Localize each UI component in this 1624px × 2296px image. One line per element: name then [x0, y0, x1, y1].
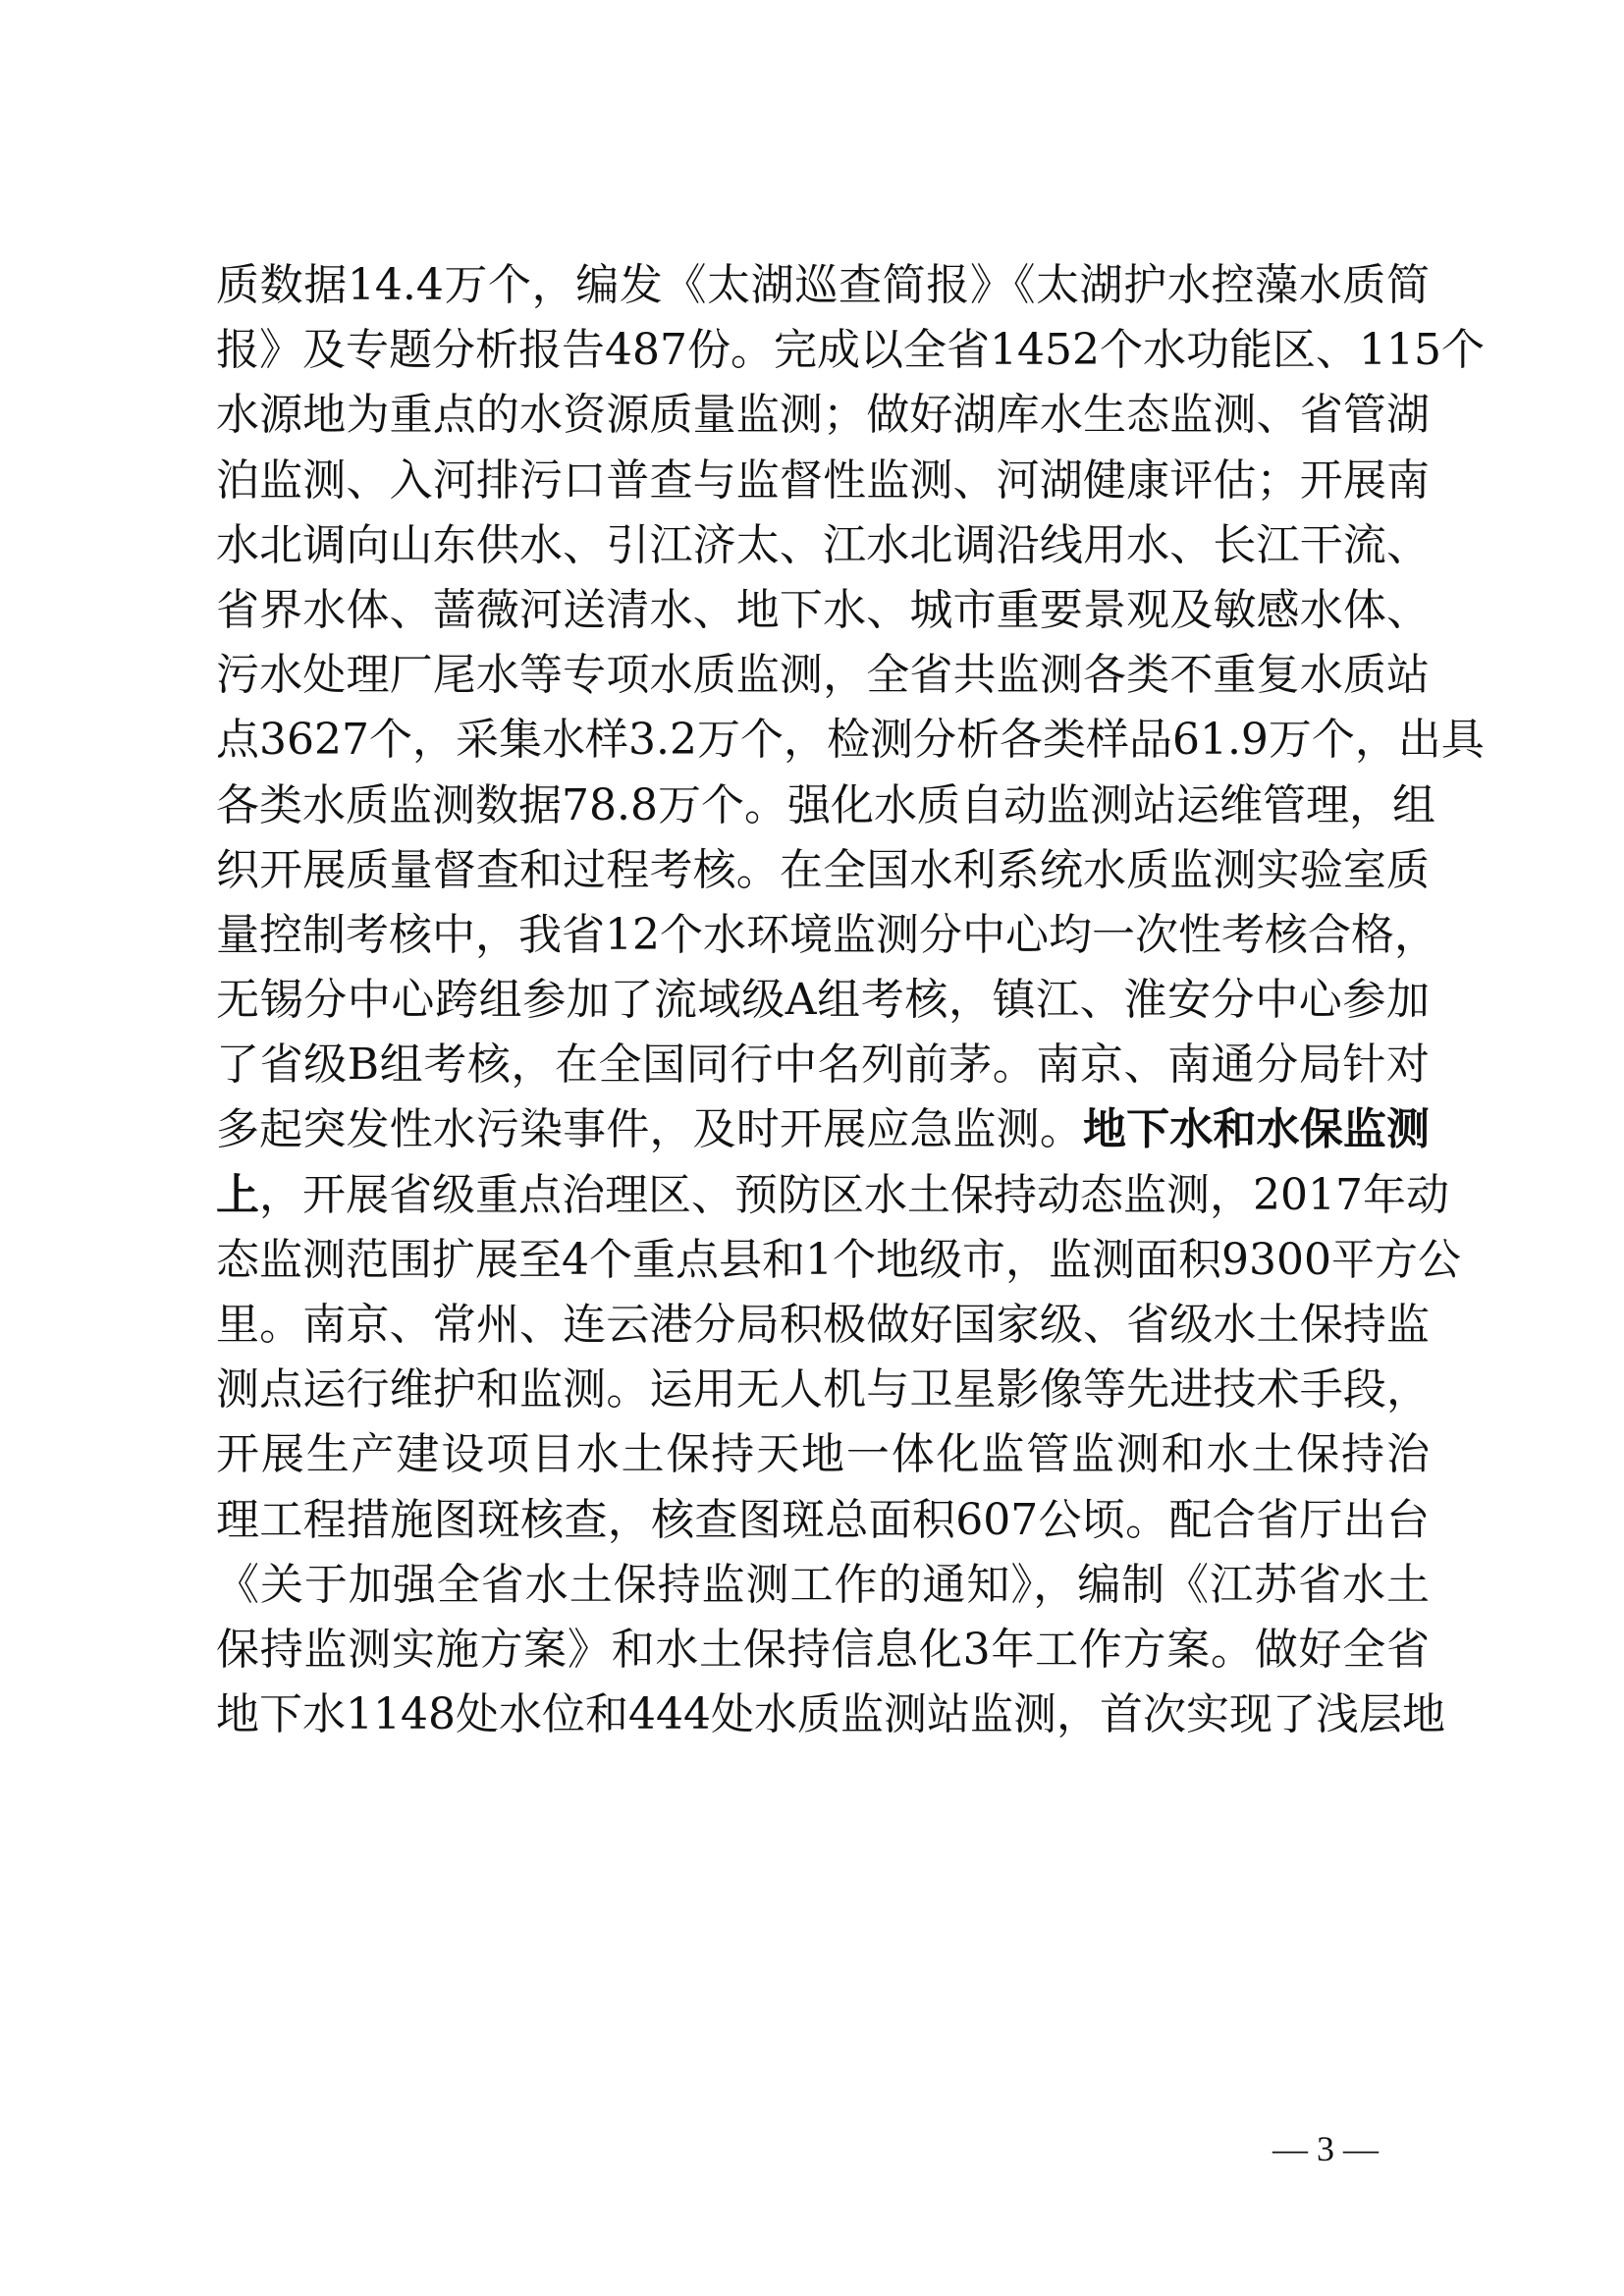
text-line: 点3627个，采集水样3.2万个，检测分析各类样品61.9万个，出具 — [216, 715, 1485, 766]
text-normal: ，开展省级重点治理区、预防区水土保持动态监测，2017年动 — [259, 1169, 1449, 1220]
text-line: 保持监测实施方案》和水土保持信息化3年工作方案。做好全省 — [216, 1624, 1430, 1675]
text-line: 《关于加强全省水土保持监测工作的通知》，编制《江苏省水土 — [216, 1559, 1430, 1610]
text-line-mixed — [216, 1163, 1449, 1228]
text-line: 开展生产建设项目水土保持天地一体化监管监测和水土保持治 — [216, 1429, 1430, 1480]
text-line: 水北调向山东供水、引江济太、江水北调沿线用水、长江干流、 — [216, 519, 1430, 570]
text-line: 泊监测、入河排污口普查与监督性监测、河湖健康评估；开展南 — [216, 454, 1430, 506]
text-line: 报》及专题分析报告487份。完成以全省1452个水功能区、115个 — [216, 325, 1485, 376]
text-line: 污水处理厂尾水等专项水质监测，全省共监测各类不重复水质站 — [216, 650, 1430, 701]
body-text — [216, 253, 1485, 1747]
text-line: 地下水1148处水位和444处水质监测站监测，首次实现了浅层地 — [216, 1689, 1445, 1740]
text-line: 质数据14.4万个，编发《太湖巡查简报》《太湖护水控藻水质简 — [216, 260, 1430, 310]
text-line: 省界水体、蔷薇河送清水、地下水、城市重要景观及敏感水体、 — [216, 584, 1430, 635]
text-line: 里。南京、常州、连云港分局积极做好国家级、省级水土保持监 — [216, 1300, 1430, 1350]
section-heading-bold: 地下水和水保监测 — [1082, 1104, 1431, 1155]
text-line: 无锡分中心跨组参加了流域级A组考核，镇江、淮安分中心参加 — [216, 975, 1430, 1026]
text-line: 量控制考核中，我省12个水环境监测分中心均一次性考核合格， — [216, 909, 1437, 960]
text-line: 了省级B组考核，在全国同行中名列前茅。南京、南通分局针对 — [216, 1040, 1430, 1091]
page-number: — 3 — — [1272, 2129, 1379, 2168]
text-line: 各类水质监测数据78.8万个。强化水质自动监测站运维管理，组 — [216, 779, 1435, 830]
text-line: 测点运行维护和监测。运用无人机与卫星影像等先进技术手段， — [216, 1364, 1430, 1415]
section-heading-bold: 上 — [216, 1169, 259, 1220]
text-line-mixed — [216, 1097, 1430, 1162]
text-line: 织开展质量督查和过程考核。在全国水利系统水质监测实验室质 — [216, 844, 1430, 895]
text-line: 水源地为重点的水资源质量监测；做好湖库水生态监测、省管湖 — [216, 390, 1430, 441]
text-line: 态监测范围扩展至4个重点县和1个地级市，监测面积9300平方公 — [216, 1234, 1461, 1285]
text-normal: 多起突发性水污染事件，及时开展应急监测。 — [216, 1104, 1083, 1155]
text-line: 理工程措施图斑核查，核查图斑总面积607公顷。配合省厅出台 — [216, 1494, 1430, 1545]
